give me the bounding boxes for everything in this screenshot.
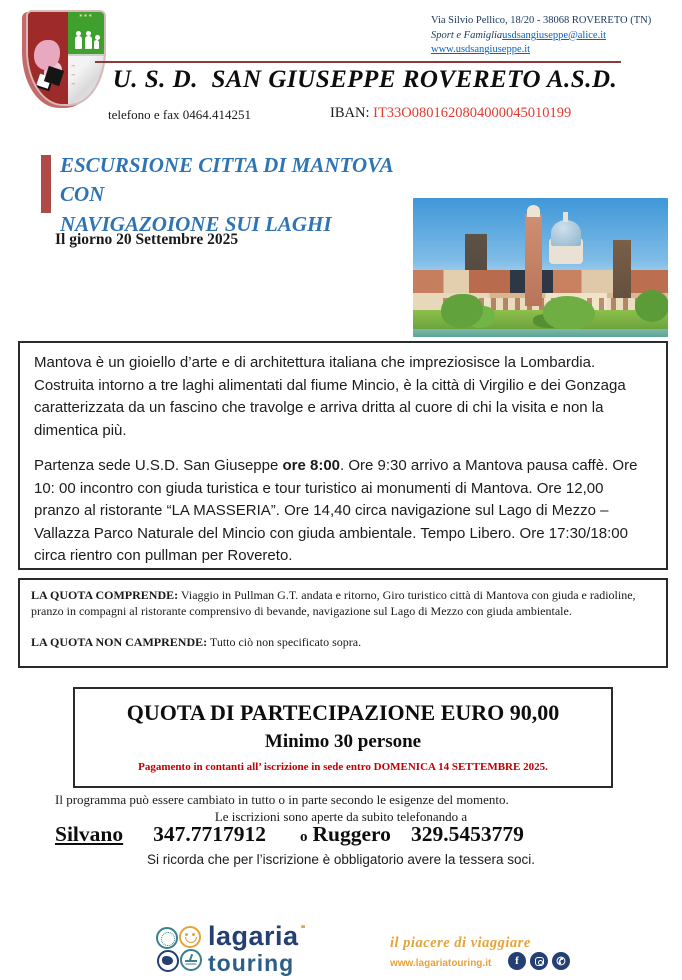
family-figure-icon <box>85 36 92 49</box>
crest-green-panel <box>68 12 104 56</box>
social-icons-row <box>508 952 570 970</box>
crest-tiny-text: ∗∗∗ <box>78 14 93 19</box>
excursion-date: Il giorno 20 Settembre 2025 <box>55 231 239 248</box>
family-figure-icon <box>75 36 82 49</box>
club-crest-logo <box>20 8 112 110</box>
excursion-title <box>60 151 425 239</box>
quota-box <box>18 578 668 668</box>
globe-icon <box>156 927 178 949</box>
brand-gold-dot: ˙ <box>298 921 309 951</box>
quota-includes <box>31 587 655 619</box>
crest-dice-detail <box>44 66 64 86</box>
photo-tower-right <box>613 240 631 298</box>
address-line: Via Silvio Pellico, 18/20 - 38068 ROVERETO (TN) <box>431 15 652 26</box>
iban-line <box>330 105 571 122</box>
crest-rose-detail <box>34 40 60 70</box>
quota-includes-label: LA QUOTA COMPRENDE: <box>31 588 179 602</box>
contact2-phone: 329.5453779 <box>410 822 524 846</box>
instagram-icon <box>530 952 548 970</box>
conjunction: o <box>300 829 308 845</box>
description-paragraph-1: Mantova è un gioiello d’arte e di architettura italiana che impreziosisce la Lombardia. Costruita intorno a tre laghi alimentati dal fiume Mincio, è la città di Virgilio e dei Gonzaga caratterizzata da un fascino che travolge e arriva dritta al cuore di chi la visita e non la dimentica più. <box>34 354 626 439</box>
departure-time-bold: ore 8:00 <box>282 457 341 474</box>
title-accent-bar <box>41 155 51 213</box>
quota-excludes <box>31 634 655 650</box>
facebook-icon <box>508 952 526 970</box>
minimum-people: Minimo 30 persone <box>264 731 422 752</box>
quota-excludes-label: LA QUOTA NON CAMPRENDE: <box>31 635 208 649</box>
photo-blue-dome <box>551 220 581 246</box>
lagaria-logo-icon <box>156 926 206 974</box>
quota-excludes-text: Tutto ciò non specificato sopra. <box>207 635 362 649</box>
participation-fee-box <box>73 687 613 788</box>
brand-word: lagaria <box>208 921 299 951</box>
email-link[interactable]: usdsangiuseppe@alice.it <box>502 29 607 41</box>
header-divider <box>95 61 621 63</box>
description-paragraph-2 <box>34 455 652 568</box>
iban-label: IBAN: <box>330 105 370 121</box>
iban-value: IT33O0801620804000045010199 <box>373 105 572 121</box>
footer-website: www.lagariatouring.it <box>390 958 492 969</box>
signup-note: Le iscrizioni sono aperte da subito telefonando a <box>214 809 468 824</box>
smiley-icon <box>179 926 201 948</box>
photo-tree <box>635 290 668 322</box>
contact2-name: Ruggero <box>312 822 391 846</box>
facebook-glyph: f <box>515 955 519 967</box>
excursion-title-line2: NAVIGAZOIONE SUI LAGHI <box>60 211 332 236</box>
beach-icon <box>180 949 202 971</box>
membership-card-note: Si ricorda che per l’iscrizione è obbligatorio avere la tessera soci. <box>147 852 535 867</box>
quota-includes-text: Viaggio in Pullman G.T. andata e ritorno, Giro turistico città di Mantova con giuda e radioline, pranzo in compagni al ristorante comprensivo di bevande, navigazione sul Lago di Mezzo con giuda ambientale. <box>31 588 636 618</box>
itinerary-text: Partenza sede U.S.D. San Giuseppe <box>34 457 283 474</box>
itinerary-text-rest: . Ore 9:30 arrivo a Mantova pausa caffè. Ore 10: 00 incontro con giuda turistica e tour turistico ai monumenti di Mantova. Ore 12,00 pranzo al ristorante “LA MASSERIA”. Ore 14,40 circa navigazione sul Lago di Mezzo – Vallazza Parco Naturale del Mincio con giuda ambientale. Tempo Libero. Ore 17:30/18:00 circa rientro con pullman per Rovereto. <box>34 457 638 564</box>
organization-name: U. S. D. SAN GIUSEPPE ROVERETO A.S.D. <box>112 66 618 93</box>
lagaria-brand-name <box>208 921 309 951</box>
contact1-phone: 347.7717912 <box>153 822 266 846</box>
whatsapp-icon: ✆ <box>552 952 570 970</box>
family-figure-icon <box>94 40 99 49</box>
photo-bell-tower <box>525 214 542 306</box>
contact-phones-line <box>55 822 524 847</box>
crest-shield-shape <box>26 10 106 106</box>
crest-script-text: ~ ~ ~ <box>71 63 75 88</box>
photo-tree <box>543 296 595 330</box>
payment-deadline: Pagamento in contanti all’ iscrizione in sede entro DOMENICA 14 SETTEMBRE 2025. <box>138 761 548 773</box>
phone-fax-line: telefono e fax 0464.414251 <box>108 107 251 122</box>
map-icon <box>157 950 179 972</box>
contact1-name: Silvano <box>55 822 124 846</box>
header-contact-block <box>431 14 677 58</box>
program-change-note: Il programma può essere cambiato in tutto o in parte secondo le esigenze del momento. <box>55 792 509 807</box>
excursion-title-line1: ESCURSIONE CITTA DI MANTOVA CON <box>60 153 393 207</box>
website-link[interactable]: www.usdsangiuseppe.it <box>431 44 531 56</box>
tagline: Sport e Famiglia <box>431 29 503 41</box>
footer-slogan: il piacere di viaggiare <box>390 935 531 951</box>
participation-fee: QUOTA DI PARTECIPAZIONE EURO 90,00 <box>126 700 560 725</box>
crest-left-field <box>28 12 68 104</box>
touring-brand-name: touring <box>208 950 295 976</box>
photo-lake-water <box>413 329 668 337</box>
mantova-skyline-photo <box>413 198 668 337</box>
description-box <box>18 341 668 570</box>
